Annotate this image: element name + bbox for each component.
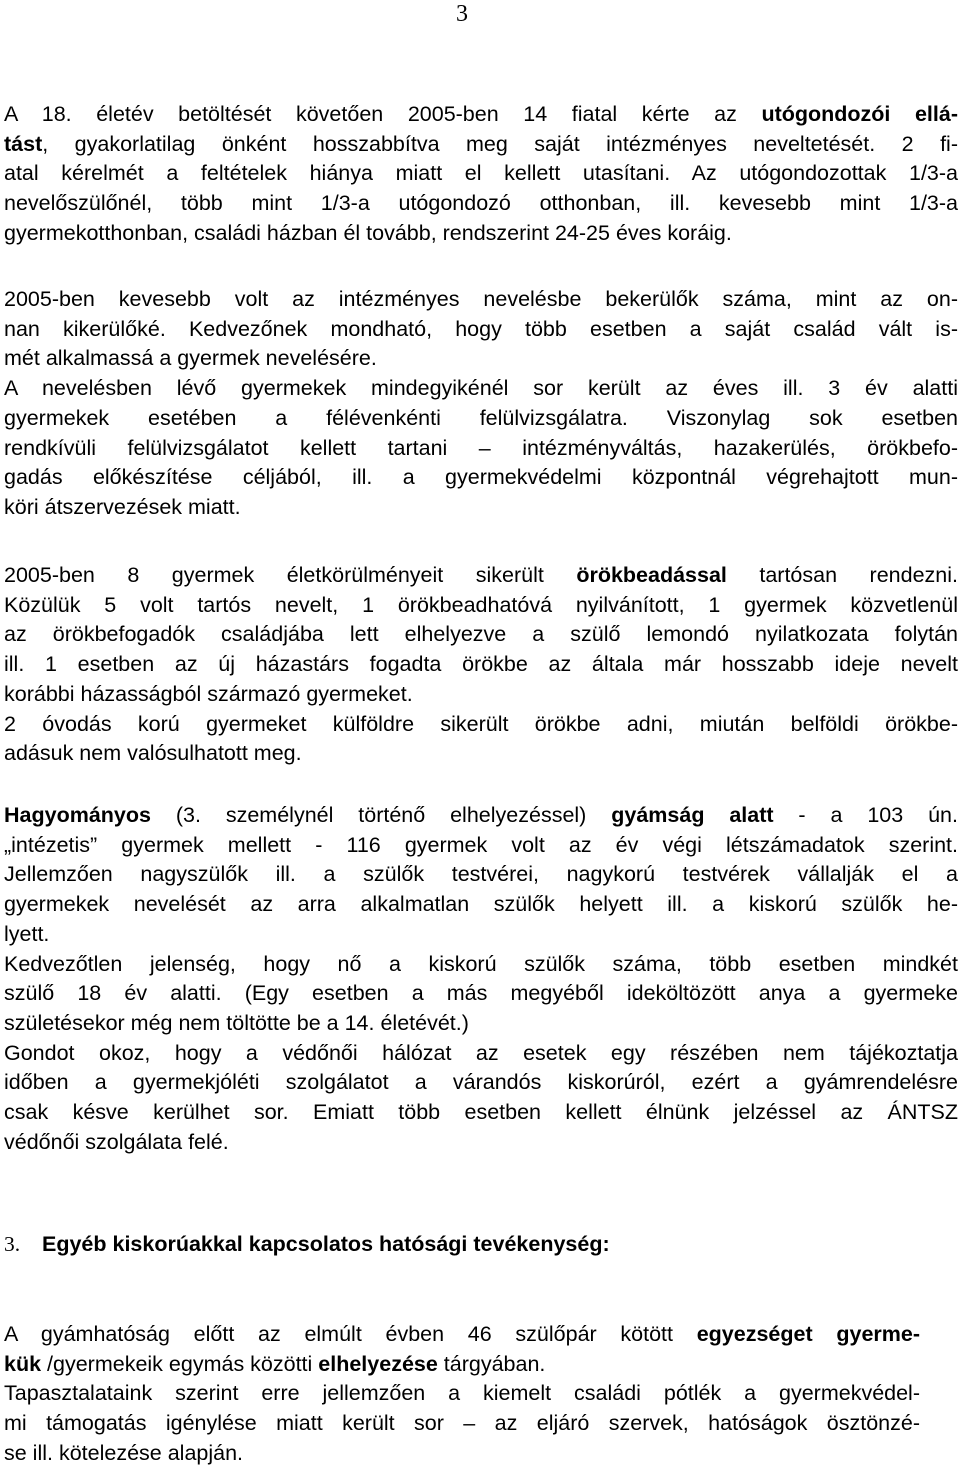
text-run: csak késve kerülhet sor. Emiatt több esetben kellett élnünk jelzéssel az ÁNTSZ <box>4 1100 958 1125</box>
text-line <box>4 315 958 345</box>
text-run: se ill. kötelezése alapján. <box>4 1440 244 1465</box>
text-run: időben a gyermekjóléti szolgálatot a várandós kiskorúról, ezért a gyámrendelésre <box>4 1070 958 1095</box>
paragraph-gyamsag <box>4 801 958 1157</box>
text-line <box>4 561 958 591</box>
text-line <box>4 801 958 831</box>
text-line <box>4 950 958 980</box>
bold-text: kük <box>4 1351 42 1376</box>
text-line <box>4 100 958 130</box>
text-line <box>4 920 958 950</box>
text-line <box>4 1128 958 1158</box>
text-line <box>4 159 958 189</box>
paragraph-orokbeadas <box>4 561 958 769</box>
paragraph-egyezseg <box>4 1320 920 1469</box>
page-number: 3 <box>456 1 468 27</box>
text-line <box>4 463 958 493</box>
text-line <box>4 285 958 315</box>
text-line <box>4 890 958 920</box>
text-run: tárgyában. <box>437 1351 546 1376</box>
text-run: korábbi házasságból származó gyermeket. <box>4 681 413 706</box>
text-line <box>4 1350 920 1380</box>
text-run: gyermekotthonban, családi házban él tovább, rendszerint 24-25 éves koráig. <box>4 220 732 245</box>
text-run: szülő 18 év alatti. (Egy esetben a más megyéből ideköltözött anya a gyermeke <box>4 981 958 1006</box>
text-run: az örökbefogadók családjába lett elhelyezve a szülő lemondó nyilatkozata folytán <box>4 622 958 647</box>
bold-text: egyezséget gyerme- <box>696 1322 921 1346</box>
text-line <box>4 1068 958 1098</box>
text-run: lyett. <box>4 921 50 946</box>
text-run: adásuk nem valósulhatott meg. <box>4 741 302 766</box>
section-number: 3. <box>4 1232 21 1256</box>
text-run: A gyámhatóság előtt az elmúlt évben 46 szülőpár kötött <box>4 1322 697 1346</box>
text-run: A nevelésben lévő gyermekek mindegyikénél sor került az éves ill. 3 év alatti <box>4 376 958 401</box>
paragraph-intezmenyes-neveles <box>4 285 958 523</box>
text-line <box>4 1379 920 1409</box>
text-line <box>4 189 958 219</box>
text-run: nevelőszülőnél, több mint 1/3-a utógondozó otthonban, ill. kevesebb mint 1/3-a <box>4 191 958 216</box>
text-run: mi támogatás igénylése miatt került sor – az eljáró szervek, hatóságok ösztönzé- <box>4 1411 920 1436</box>
text-run: atal kérelmét a feltételek hiánya miatt el kellett utasítani. Az utógondozottak 1/3-a <box>4 161 958 186</box>
bold-text: örökbeadással <box>576 563 727 587</box>
text-line <box>4 219 958 249</box>
text-run: rendkívüli felülvizsgálatot kellett tartani – intézményváltás, hazakerülés, örökbefo- <box>4 435 958 460</box>
text-run: - a 103 ún. <box>773 803 958 827</box>
text-line <box>4 434 958 464</box>
text-run: születésekor még nem töltötte be a 14. életévét.) <box>4 1010 469 1035</box>
text-line <box>4 979 958 1009</box>
text-run: gyermekek esetében a félévenkénti felülvizsgálatra. Viszonylag sok esetben <box>4 405 958 430</box>
text-line <box>4 860 958 890</box>
text-line <box>4 1039 958 1069</box>
text-run: „intézetis” gyermek mellett - 116 gyermek volt az év végi létszámadatok szerint. <box>4 832 958 857</box>
text-line <box>4 493 958 523</box>
text-run: /gyermekeik egymás közötti <box>41 1351 319 1376</box>
text-run: 2 óvodás korú gyermeket külföldre sikerült örökbe adni, miután belföldi örökbe- <box>4 711 958 736</box>
text-line <box>4 130 958 160</box>
text-run: ill. 1 esetben az új házastárs fogadta örökbe az általa már hosszabb ideje nevelt <box>4 652 958 677</box>
text-line <box>4 1320 920 1350</box>
text-line <box>4 650 958 680</box>
text-run: Közülük 5 volt tartós nevelt, 1 örökbeadhatóvá nyilvánított, 1 gyermek közvetlenül <box>4 592 958 617</box>
text-line <box>4 404 958 434</box>
bold-text: gyámság alatt <box>611 803 774 827</box>
section-title: Egyéb kiskorúakkal kapcsolatos hatósági tevékenység: <box>42 1232 610 1256</box>
text-line <box>4 710 958 740</box>
text-run: Jellemzően nagyszülők ill. a szülők testvérei, nagykorú testvérek vállalják el a <box>4 862 958 887</box>
text-line <box>4 1098 958 1128</box>
section-heading <box>4 1229 610 1259</box>
text-run: tartósan rendezni. <box>726 563 958 587</box>
text-run: (3. személynél történő elhelyezéssel) <box>150 803 612 827</box>
text-line <box>4 1009 958 1039</box>
text-run: gyermekek nevelését az arra alkalmatlan szülők helyett ill. a kiskorú szülők he- <box>4 892 958 917</box>
paragraph-utogondozas <box>4 100 958 249</box>
text-run: köri átszervezések miatt. <box>4 494 241 519</box>
text-run: gadás előkészítése céljából, ill. a gyermekvédelmi központnál végrehajtott mun- <box>4 465 958 490</box>
text-line <box>4 1409 920 1439</box>
bold-text: Hagyományos <box>4 803 151 827</box>
text-run: A 18. életév betöltését követően 2005-ben 14 fiatal kérte az <box>4 102 762 126</box>
text-line <box>4 591 958 621</box>
text-line <box>4 831 958 861</box>
text-run: 2005-ben 8 gyermek életkörülményeit sikerült <box>4 563 577 587</box>
text-line <box>4 374 958 404</box>
bold-text: utógondozói ellá- <box>761 102 958 126</box>
text-line <box>4 680 958 710</box>
bold-text: elhelyezése <box>318 1351 438 1376</box>
text-run: nan kikerülőké. Kedvezőnek mondható, hogy több esetben a saját család vált is- <box>4 316 958 341</box>
text-run: 2005-ben kevesebb volt az intézményes nevelésbe bekerülők száma, mint az on- <box>4 287 958 311</box>
text-line <box>4 620 958 650</box>
text-run: mét alkalmassá a gyermek nevelésére. <box>4 346 377 371</box>
text-run: , gyakorlatilag önként hosszabbítva meg saját intézményes neveltetését. 2 fi- <box>42 131 958 156</box>
text-line <box>4 344 958 374</box>
bold-text: tást <box>4 131 43 156</box>
text-line <box>4 1439 920 1469</box>
text-run: Gondot okoz, hogy a védőnői hálózat az esetek egy részében nem tájékoztatja <box>4 1040 958 1065</box>
text-run: Kedvezőtlen jelenség, hogy nő a kiskorú szülők száma, több esetben mindkét <box>4 951 958 976</box>
text-run: Tapasztalataink szerint erre jellemzően a kiemelt családi pótlék a gyermekvédel- <box>4 1381 920 1406</box>
text-line <box>4 739 958 769</box>
text-run: védőnői szolgálata felé. <box>4 1129 229 1154</box>
